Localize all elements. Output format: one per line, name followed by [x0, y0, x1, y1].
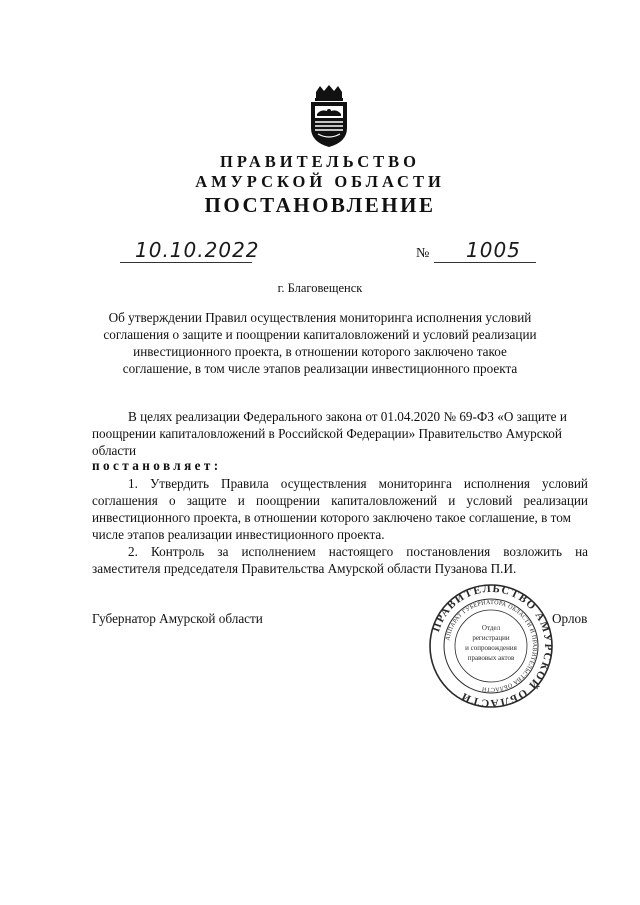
stamp-center-line2: регистрации: [472, 634, 510, 642]
preamble-line1: В целях реализации Федерального закона от 01.04.2020 № 69-ФЗ «О защите и: [128, 409, 567, 424]
document-title: Об утверждении Правил осуществления мониторинга исполнения условий соглашения о защите и поощрении капиталовложений и условий реализации инвестиционного проекта, в отношении которого заключено такое соглашение, в том числе этапов реализации инвестиционного проекта: [103, 310, 537, 376]
amur-coat-of-arms-icon: [306, 84, 352, 148]
preamble-line2: поощрении капиталовложений в Российской Федерации» Правительство Амурской: [92, 426, 562, 441]
signatory-name: Орлов: [552, 611, 588, 626]
number-label: №: [416, 246, 430, 261]
item2-line1: 2. Контроль за исполнением настоящего постановления возложить на: [128, 544, 588, 559]
number-underline: [434, 262, 536, 263]
signatory-position: Губернатор Амурской области: [92, 611, 263, 626]
stamp-center-line1: Отдел: [481, 624, 501, 632]
item1-line2: соглашения о защите и поощрении капиталовложений и условий реализации: [92, 493, 588, 508]
item1-line4: числе этапов реализации инвестиционного проекта.: [92, 527, 385, 542]
preamble-line3: области: [92, 443, 137, 458]
document-type: ПОСТАНОВЛЕНИЕ: [204, 193, 436, 217]
document-date: 10.10.2022: [135, 238, 260, 262]
item1-line1: 1. Утвердить Правила осуществления мониторинга исполнения условий: [128, 476, 588, 491]
government-name-line1: ПРАВИТЕЛЬСТВО: [220, 152, 420, 171]
stamp-center-line3: и сопровождения: [465, 644, 517, 652]
item2-line2: заместителя председателя Правительства Амурской области Пузанова П.И.: [92, 561, 517, 576]
document-number: 1005: [466, 238, 521, 262]
city: г. Благовещенск: [277, 281, 363, 295]
date-underline: [120, 262, 252, 263]
stamp-outer-text: ПРАВИТЕЛЬСТВО АМУРСКОЙ ОБЛАСТИ: [429, 583, 554, 709]
item1-line3: инвестиционного проекта, в отношении которого заключено такое соглашение, в том: [92, 510, 571, 525]
stamp-ring-text: АППАРАТ ГУБЕРНАТОРА ОБЛАСТИ И ПРАВИТЕЛЬСТВА ОБЛАСТИ: [445, 599, 538, 693]
government-name-line2: АМУРСКОЙ ОБЛАСТИ: [195, 172, 445, 191]
official-stamp: [428, 583, 554, 709]
resolves-word: постановляет:: [92, 458, 222, 473]
stamp-center-line4: правовых актов: [467, 654, 515, 662]
